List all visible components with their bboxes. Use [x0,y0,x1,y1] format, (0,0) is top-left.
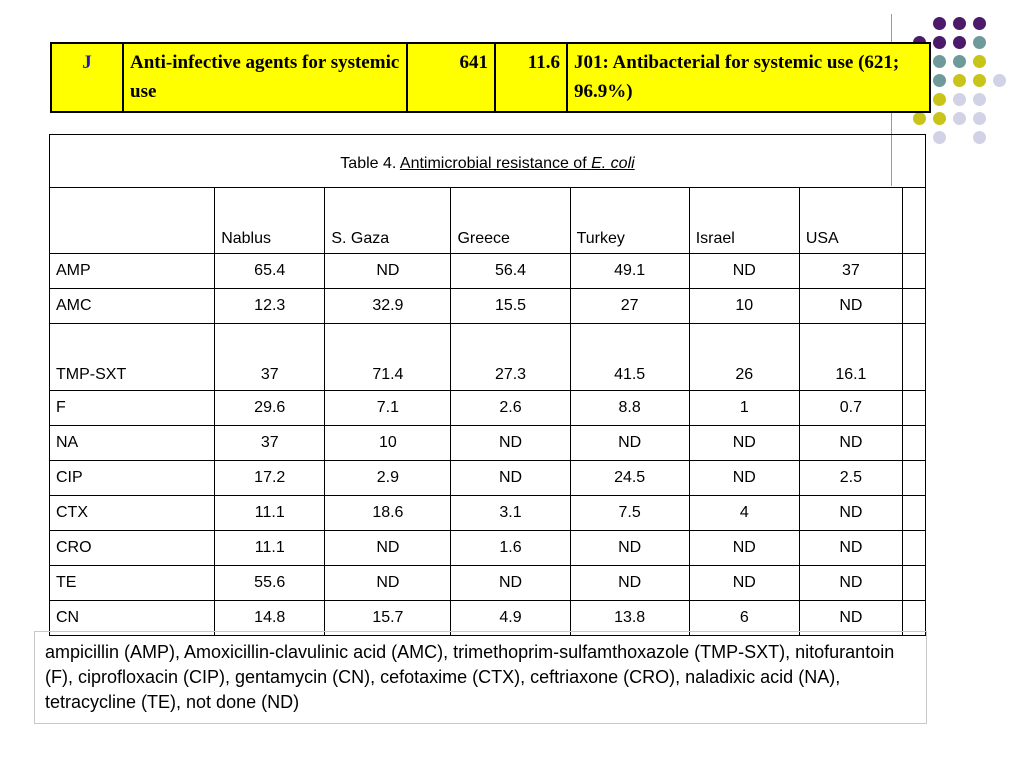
resistance-value: ND [570,531,689,566]
caption-title [400,155,635,172]
resistance-value: ND [689,531,799,566]
resistance-value: ND [689,254,799,289]
resistance-value: ND [689,566,799,601]
resistance-value: 56.4 [451,254,570,289]
resistance-value: 12.3 [215,289,325,324]
header-cell: S. Gaza [325,188,451,254]
decorative-dot [933,17,946,30]
header-cell: Israel [689,188,799,254]
spacer-cell [902,254,925,289]
resistance-value: 17.2 [215,461,325,496]
resistance-value: 29.6 [215,391,325,426]
spacer-cell [902,324,925,391]
spacer-cell [902,461,925,496]
resistance-table [49,134,926,636]
table-row [50,496,926,531]
table-row [50,254,926,289]
resistance-value: 37 [799,254,902,289]
resistance-value: 55.6 [215,566,325,601]
resistance-value: ND [570,426,689,461]
resistance-value: 4.9 [451,601,570,636]
resistance-value: ND [799,426,902,461]
resistance-value: 1.6 [451,531,570,566]
resistance-value: ND [799,531,902,566]
atc-code: J [51,43,123,112]
table-caption [50,135,926,188]
drug-label: F [50,391,215,426]
resistance-value: 11.1 [215,531,325,566]
decorative-dot [933,112,946,125]
decorative-dot [973,36,986,49]
table-body [50,254,926,636]
resistance-value: ND [325,531,451,566]
decorative-dot [933,36,946,49]
drug-label: TMP-SXT [50,324,215,391]
table-row [50,461,926,496]
resistance-value: 10 [325,426,451,461]
header-cell: Turkey [570,188,689,254]
resistance-value: ND [799,601,902,636]
decorative-dot [933,93,946,106]
resistance-value: 27.3 [451,324,570,391]
decorative-dot [953,55,966,68]
resistance-value: 41.5 [570,324,689,391]
drug-label: CRO [50,531,215,566]
resistance-value: 6 [689,601,799,636]
resistance-value: ND [689,461,799,496]
decorative-dot [973,55,986,68]
resistance-value: ND [799,566,902,601]
caption-prefix: Table 4. [340,155,397,172]
resistance-value: 49.1 [570,254,689,289]
resistance-value: 27 [570,289,689,324]
drug-label: AMP [50,254,215,289]
decorative-dot [973,74,986,87]
resistance-value: 37 [215,426,325,461]
resistance-value: 65.4 [215,254,325,289]
resistance-value: 26 [689,324,799,391]
resistance-value: 8.8 [570,391,689,426]
decorative-dot [973,131,986,144]
atc-detail: J01: Antibacterial for systemic use (621; 96.9%) [567,43,930,112]
resistance-value: 18.6 [325,496,451,531]
drug-label: AMC [50,289,215,324]
spacer-cell [902,289,925,324]
resistance-value: ND [799,289,902,324]
decorative-dot [933,74,946,87]
drug-label: NA [50,426,215,461]
resistance-value: ND [689,426,799,461]
header-cell: Nablus [215,188,325,254]
decorative-dot [993,74,1006,87]
header-cell: USA [799,188,902,254]
caption-main: Antimicrobial resistance of [399,155,587,172]
decorative-dot [953,36,966,49]
atc-summary-row [51,43,930,112]
resistance-value: ND [451,426,570,461]
resistance-value: 2.5 [799,461,902,496]
resistance-value: ND [451,461,570,496]
decorative-dot [933,55,946,68]
table-row [50,324,926,391]
header-cell: Greece [451,188,570,254]
atc-percent: 11.6 [495,43,567,112]
table-row [50,531,926,566]
resistance-value: 4 [689,496,799,531]
decorative-dot [973,112,986,125]
spacer-cell [902,566,925,601]
decorative-dot [933,131,946,144]
table-row [50,566,926,601]
decorative-dot [953,74,966,87]
header-cell [50,188,215,254]
drug-label: CN [50,601,215,636]
resistance-value: 3.1 [451,496,570,531]
decorative-dot [913,112,926,125]
table-header-row [50,188,926,254]
resistance-value: 7.1 [325,391,451,426]
table-row [50,391,926,426]
resistance-value: 7.5 [570,496,689,531]
resistance-value: 37 [215,324,325,391]
abbreviation-legend: ampicillin (AMP), Amoxicillin-clavulinic acid (AMC), trimethoprim-sulfamthoxazole (TMP-SXT), nitofurantoin (F), ciprofloxacin (CIP), gentamycin (CN), cefotaxime (CTX), ceftriaxone (CRO), naladixic acid (NA), tetracycline (TE), not done (ND) [34,631,927,724]
caption-species: E. coli [591,155,635,172]
atc-description: Anti-infective agents for systemic use [123,43,407,112]
resistance-value: 32.9 [325,289,451,324]
resistance-value: 71.4 [325,324,451,391]
resistance-value: 10 [689,289,799,324]
decorative-dot [973,93,986,106]
decorative-dot [953,112,966,125]
resistance-value: 15.5 [451,289,570,324]
atc-count: 641 [407,43,495,112]
resistance-value: 1 [689,391,799,426]
table-caption-row [50,135,926,188]
resistance-value: 16.1 [799,324,902,391]
resistance-value: ND [799,496,902,531]
resistance-value: 11.1 [215,496,325,531]
drug-label: TE [50,566,215,601]
resistance-value: 13.8 [570,601,689,636]
resistance-value: ND [451,566,570,601]
spacer-cell [902,496,925,531]
resistance-value: 2.6 [451,391,570,426]
spacer-cell [902,391,925,426]
decorative-dot [953,17,966,30]
resistance-value: ND [325,566,451,601]
atc-summary-table [50,42,931,113]
resistance-value: 2.9 [325,461,451,496]
resistance-value: 0.7 [799,391,902,426]
resistance-value: 15.7 [325,601,451,636]
drug-label: CIP [50,461,215,496]
resistance-value: 24.5 [570,461,689,496]
resistance-value: ND [325,254,451,289]
spacer-cell [902,426,925,461]
table-row [50,426,926,461]
resistance-value: 14.8 [215,601,325,636]
decorative-dot [953,93,966,106]
drug-label: CTX [50,496,215,531]
table-row [50,289,926,324]
spacer-cell [902,531,925,566]
spacer-cell [902,188,925,254]
decorative-dot [973,17,986,30]
resistance-value: ND [570,566,689,601]
